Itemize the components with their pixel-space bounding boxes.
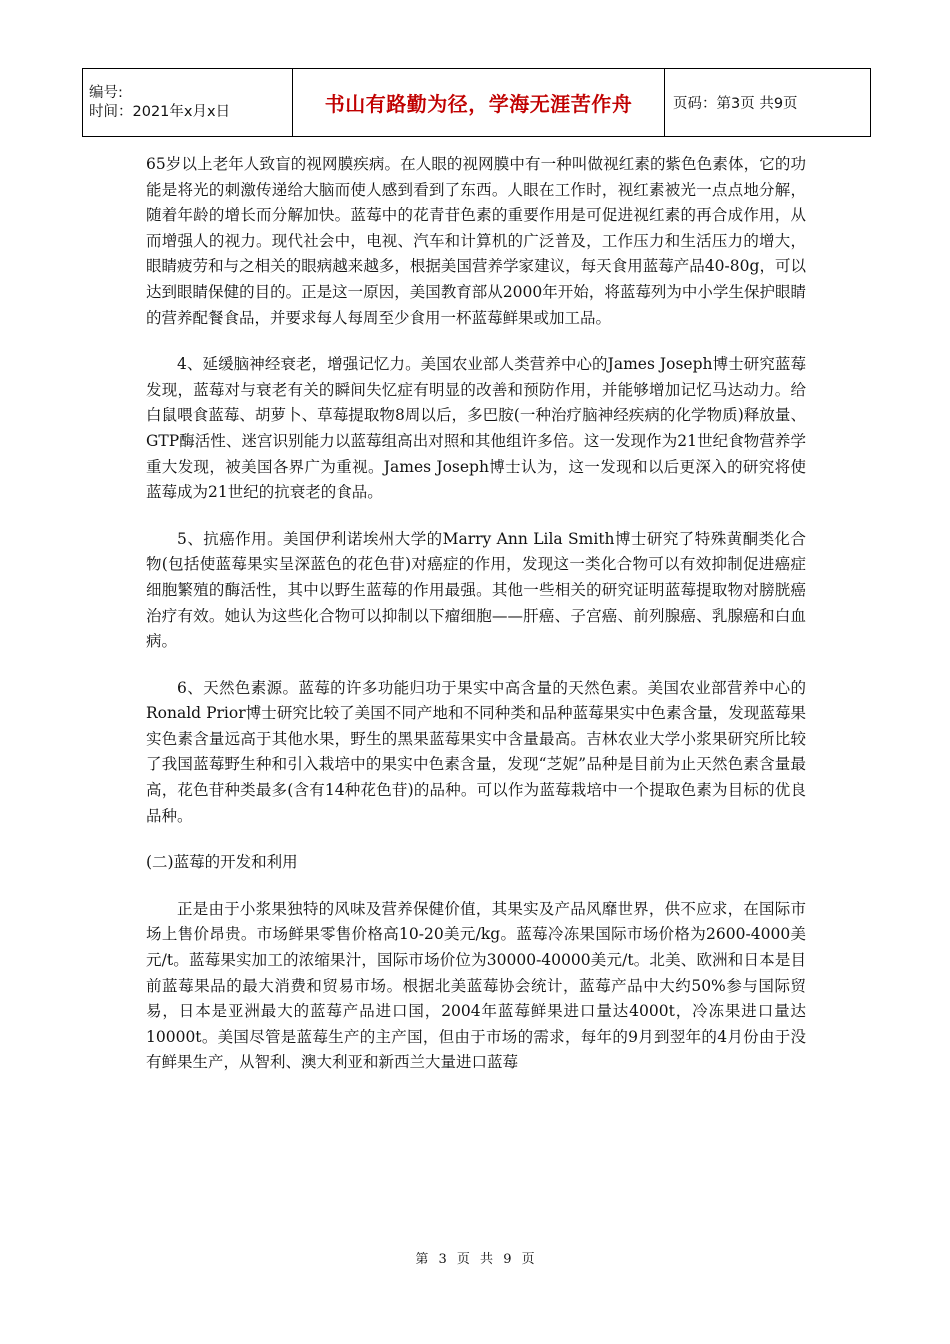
paragraph-anticancer: 5、抗癌作用。美国伊利诺埃州大学的Marry Ann Lila Smith博士研究了特殊黄酮类化合物(包括使蓝莓果实呈深蓝色的花色苷)对癌症的作用，发现这一类化合物可以有效抑制促进癌症细胞繁殖的酶活性，其中以野生蓝莓的作用最强。其他一些相关的研究证明蓝莓提取物对膀胱癌治疗有效。她认为这些化合物可以抑制以下瘤细胞——肝癌、子宫癌、前列腺癌、乳腺癌和白血病。	[146, 529, 806, 651]
section-heading: (二)蓝莓的开发和利用	[146, 853, 298, 872]
paragraph-market: 正是由于小浆果独特的风味及营养保健价值，其果实及产品风靡世界，供不应求，在国际市场上售价昂贵。市场鲜果零售价格高10-20美元/kg。蓝莓冷冻果国际市场价格为2600-4000美元/t。蓝莓果实加工的浓缩果汁，国际市场价位为30000-40000美元/t。北美、欧洲和日本是目前蓝莓果品的最大消费和贸易市场。根据北美蓝莓协会统计，蓝莓产品中大约50%参与国际贸易，日本是亚洲最大的蓝莓产品进口国，2004年蓝莓鲜果进口量达4000t，冷冻果进口量达10000t。美国尽管是蓝莓生产的主产国，但由于市场的需求，每年的9月到翌年的4月份由于没有鲜果生产，从智利、澳大利亚和新西兰大量进口蓝莓	[146, 899, 806, 1072]
header-motto: 书山有路勤为径，学海无涯苦作舟	[293, 69, 665, 137]
paragraph-vision: 65岁以上老年人致盲的视网膜疾病。在人眼的视网膜中有一种叫做视红素的紫色色素体，它的功能是将光的刺激传递给大脑而使人感到看到了东西。人眼在工作时，视红素被光一点点地分解，随着年龄的增长而分解加快。蓝莓中的花青苷色素的重要作用是可促进视红素的再合成作用，从而增强人的视力。现代社会中，电视、汽车和计算机的广泛普及，工作压力和生活压力的增大，眼睛疲劳和与之相关的眼病越来越多，根据美国营养学家建议，每天食用蓝莓产品40-80g，可以达到眼睛保健的目的。正是这一原因，美国教育部从2000年开始，将蓝莓列为中小学生保护眼睛的营养配餐食品，并要求每人每周至少食用一杯蓝莓鲜果或加工品。	[146, 155, 806, 327]
paragraph-memory: 4、延缓脑神经衰老，增强记忆力。美国农业部人类营养中心的James Joseph博士研究蓝莓发现，蓝莓对与衰老有关的瞬间失忆症有明显的改善和预防作用，并能够增加记忆马达动力。给白鼠喂食蓝莓、胡萝卜、草莓提取物8周以后，多巴胺(一种治疗脑神经疾病的化学物质)释放量、GTP酶活性、迷宫识别能力以蓝莓组高出对照和其他组许多倍。这一发现作为21世纪食物营养学重大发现，被美国各界广为重视。James Joseph博士认为，这一发现和以后更深入的研究将使蓝莓成为21世纪的抗衰老的食品。	[146, 355, 806, 502]
page-footer: 第 3 页 共 9 页	[415, 1252, 535, 1267]
page-header-table	[82, 68, 871, 137]
document-date-label: 时间：2021年x月x日	[89, 103, 231, 120]
header-page-number: 页码：第3页 共9页	[665, 69, 871, 137]
paragraph-pigment: 6、天然色素源。蓝莓的许多功能归功于果实中高含量的天然色素。美国农业部营养中心的Ronald Prior博士研究比较了美国不同产地和不同种类和品种蓝莓果实中色素含量，发现蓝莓果实色素含量远高于其他水果，野生的黑果蓝莓果实中含量最高。吉林农业大学小浆果研究所比较了我国蓝莓野生种和引入栽培中的果实中色素含量，发现“芝妮”品种是目前为止天然色素含量最高，花色苷种类最多(含有14种花色苷)的品种。可以作为蓝莓栽培中一个提取色素为目标的优良品种。	[146, 678, 806, 825]
document-body	[146, 152, 806, 1097]
document-number-label: 编号:	[89, 84, 123, 101]
header-meta-cell	[83, 69, 293, 137]
